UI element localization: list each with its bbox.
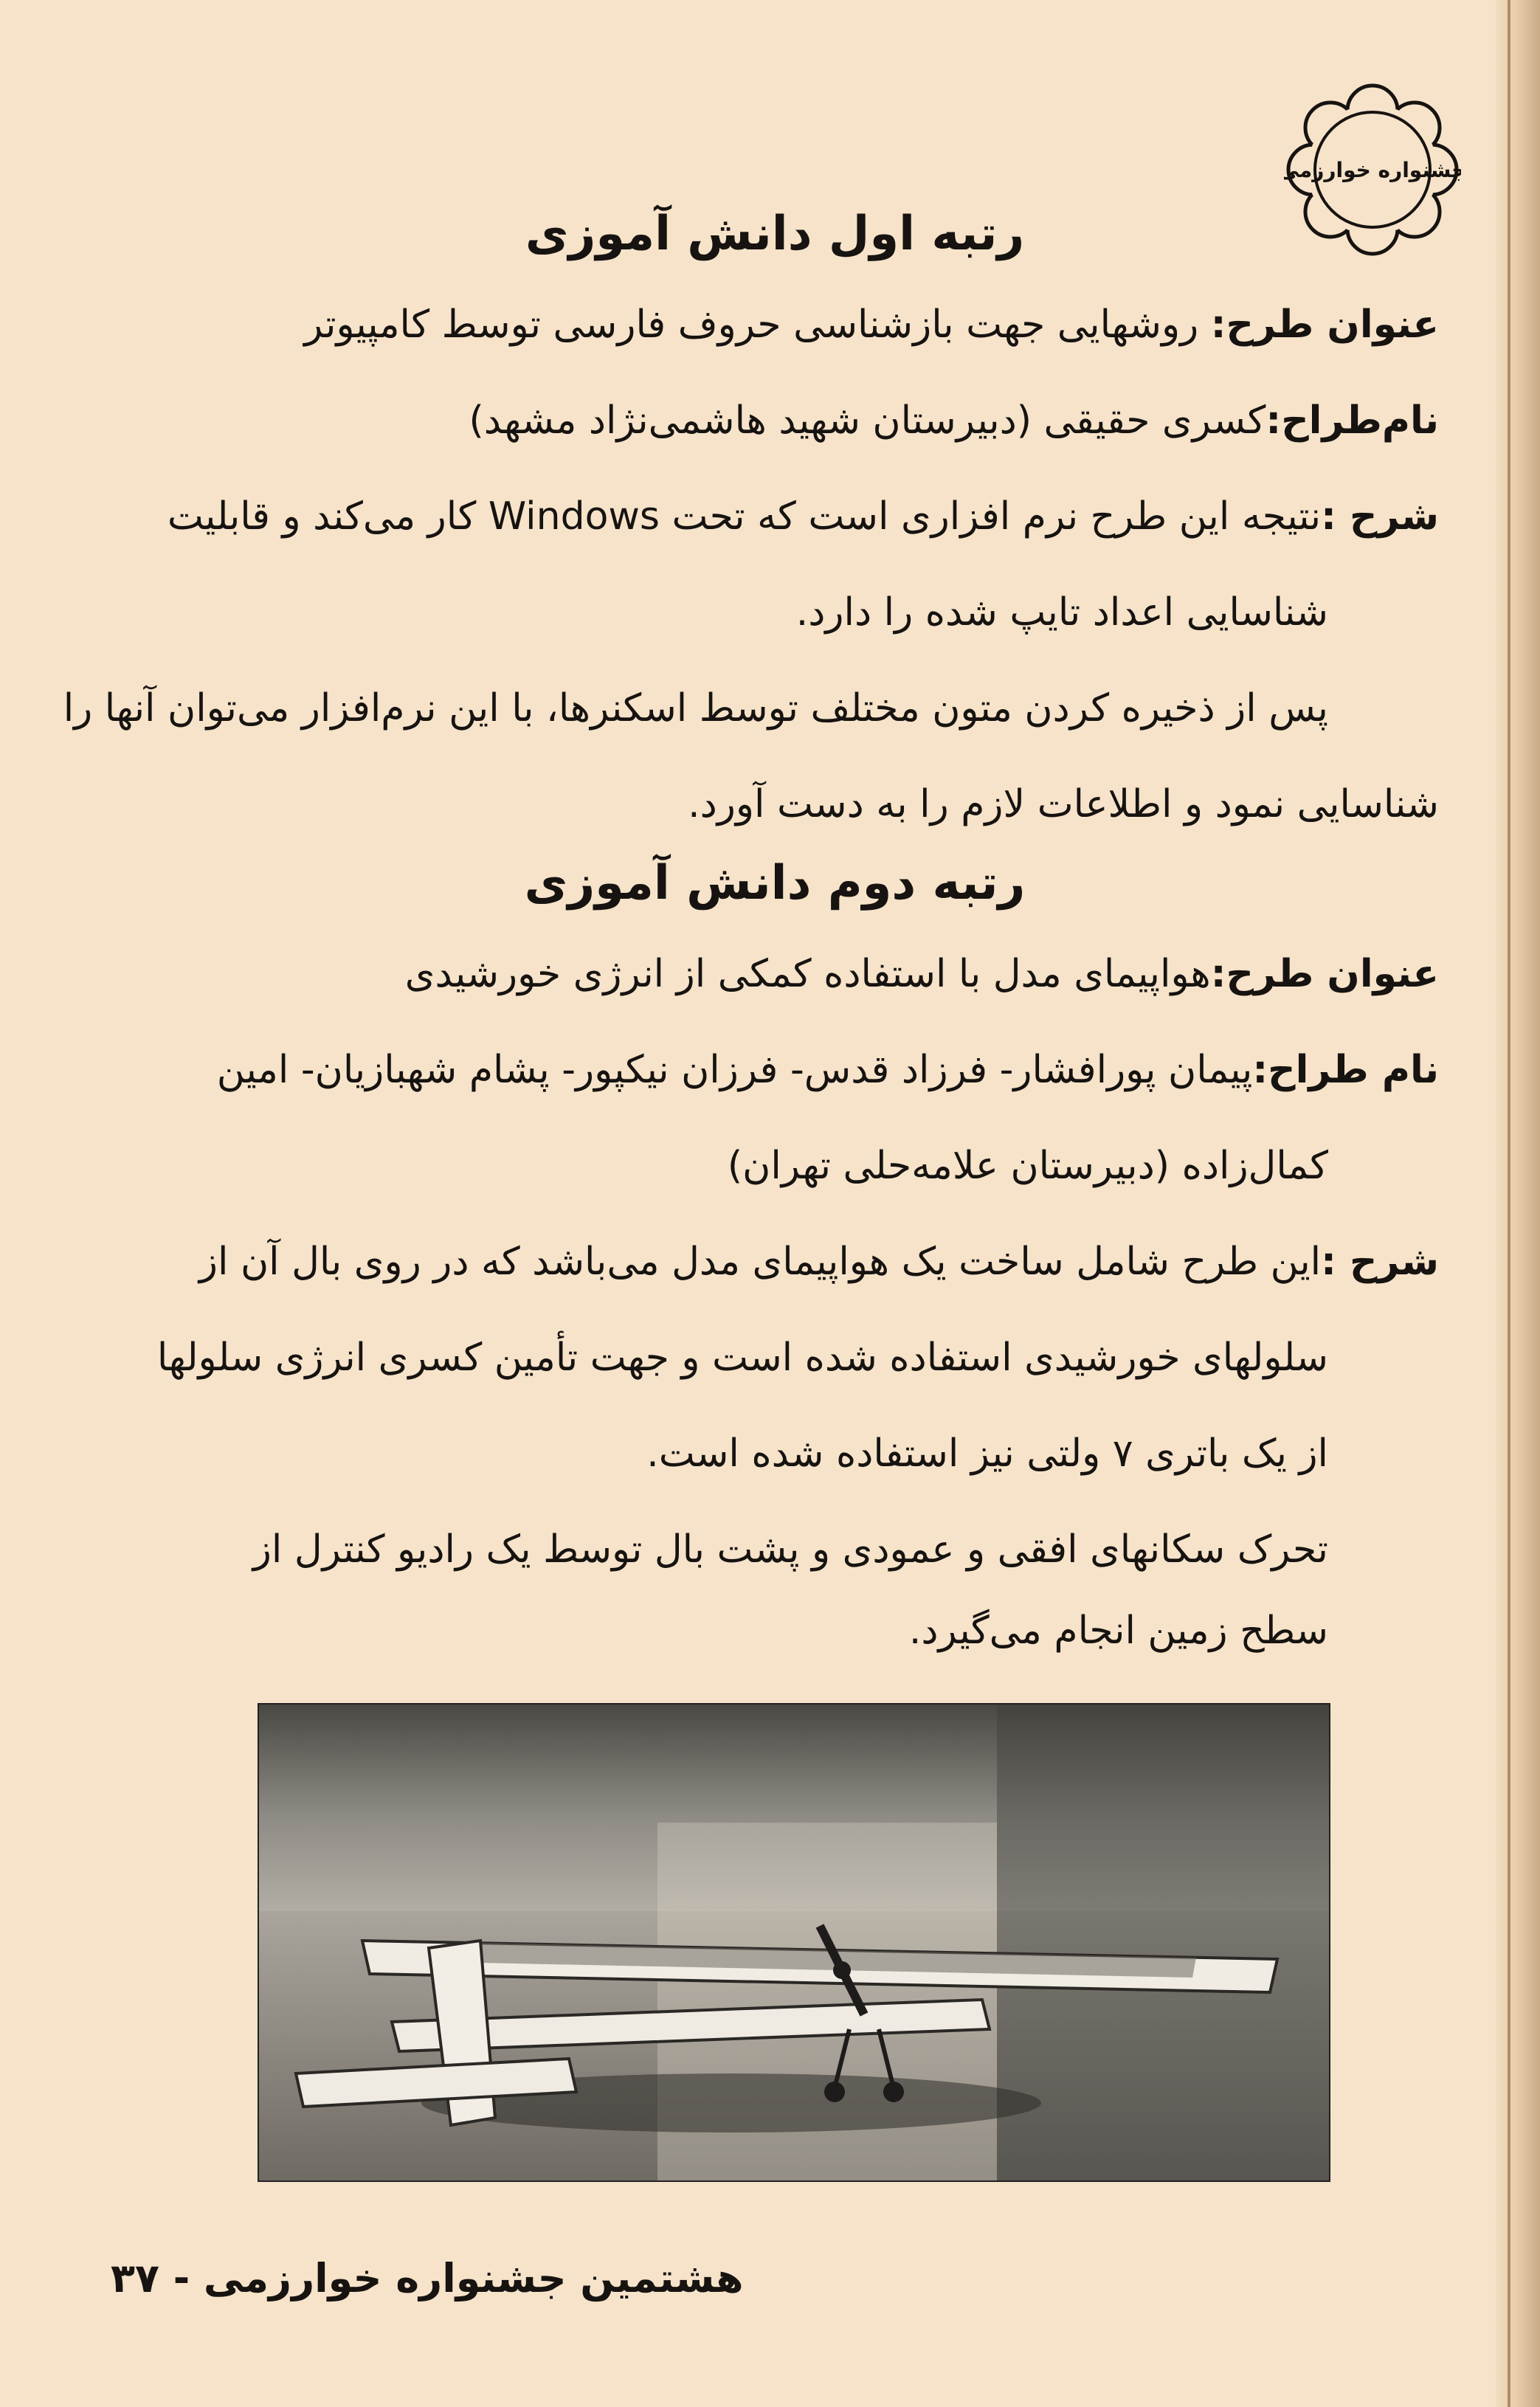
section2-desc-line5: سطح زمین انجام می‌گیرد. bbox=[908, 1609, 1328, 1653]
section1-designer-label: نام‌طراح: bbox=[1266, 398, 1439, 443]
section2-title-label: عنوان طرح: bbox=[1210, 952, 1439, 996]
section2-designer-line2: کمال‌زاده (دبیرستان علامه‌حلی تهران) bbox=[727, 1144, 1328, 1188]
section1-desc-line2: شناسایی اعداد تایپ شده را دارد. bbox=[795, 590, 1328, 635]
section1-title-value: روشهایی جهت بازشناسی حروف فارسی توسط کامپیوتر bbox=[304, 303, 1211, 347]
section1-desc-line3: پس از ذخیره کردن متون مختلف توسط اسکنرها، با این نرم‌افزار می‌توان آنها را bbox=[63, 686, 1328, 731]
section2-heading: رتبه دوم دانش آموزی bbox=[524, 856, 1026, 911]
section2-title-line bbox=[111, 952, 1439, 996]
model-airplane-photo bbox=[258, 1703, 1330, 2182]
section2-desc-text1: این طرح شامل ساخت یک هواپیمای مدل می‌باشد که در روی بال آن از bbox=[198, 1240, 1322, 1284]
page-footer: هشتمین جشنواره خوارزمی - ۳۷ bbox=[111, 2255, 744, 2301]
section1-heading: رتبه اول دانش آموزی bbox=[525, 207, 1025, 261]
spine-fold-line bbox=[1508, 0, 1510, 2407]
section2-desc-line1 bbox=[111, 1240, 1439, 1284]
section1-title-line bbox=[111, 303, 1439, 347]
section2-desc-line2: سلولهای خورشیدی استفاده شده است و جهت تأمین کسری انرژی سلولها bbox=[156, 1336, 1328, 1380]
section2-title-value: هواپیمای مدل با استفاده کمکی از انرژی خورشیدی bbox=[404, 952, 1211, 996]
section2-designer-line bbox=[111, 1048, 1439, 1092]
section2-desc-label: شرح : bbox=[1321, 1240, 1439, 1284]
section2-designer-label: نام طراح: bbox=[1252, 1048, 1439, 1092]
section1-designer-value: کسری حقیقی (دبیرستان شهید هاشمی‌نژاد مشهد) bbox=[469, 398, 1266, 443]
section1-desc-line4: شناسایی نمود و اطلاعات لازم را به دست آورد. bbox=[688, 782, 1439, 826]
section1-title-label: عنوان طرح: bbox=[1210, 303, 1439, 347]
section2-desc-line4: تحرک سکانهای افقی و عمودی و پشت بال توسط یک رادیو کنترل از bbox=[252, 1527, 1328, 1572]
section1-desc-text1: نتیجه این طرح نرم افزاری است که تحت Windows کار می‌کند و قابلیت bbox=[167, 494, 1322, 539]
section1-designer-line bbox=[111, 398, 1439, 443]
svg-text:جشنواره خوارزمی: جشنواره خوارزمی bbox=[1284, 158, 1461, 182]
section2-desc-line3: از یک باتری ۷ ولتی نیز استفاده شده است. bbox=[646, 1432, 1328, 1476]
section1-desc-label: شرح : bbox=[1321, 494, 1439, 539]
section1-desc-line1 bbox=[111, 494, 1439, 539]
document-page bbox=[63, 59, 1461, 2376]
book-spine bbox=[1496, 0, 1540, 2407]
section2-designer-value: پیمان پورافشار- فرزاد قدس- فرزان نیکپور- پشام شهبازیان- امین bbox=[216, 1048, 1253, 1092]
